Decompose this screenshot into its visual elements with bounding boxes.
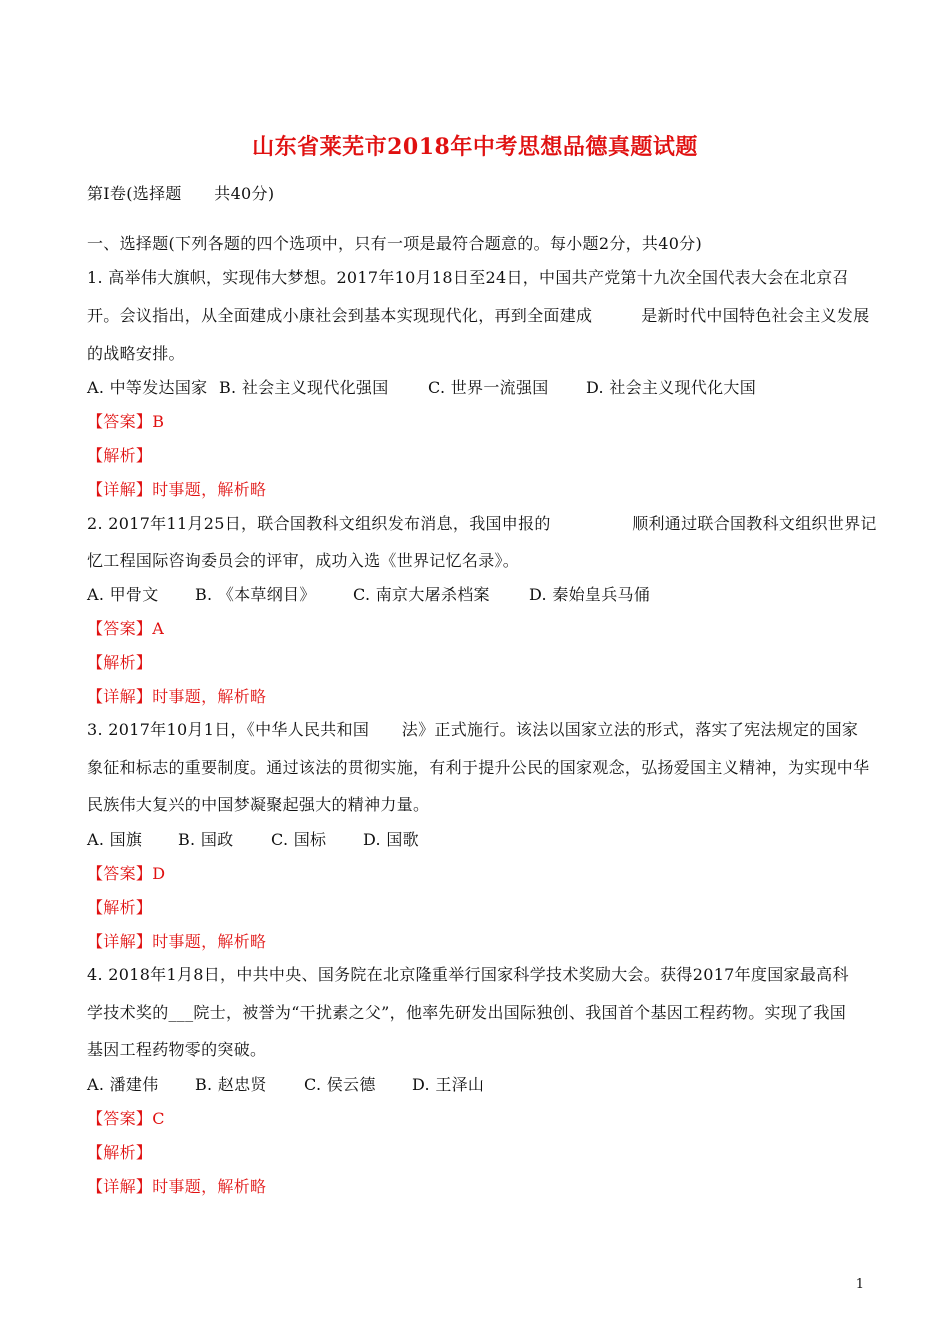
option-b: B. 社会主义现代化强国 [219,378,389,397]
option-b: B. 赵忠贤 [195,1075,267,1094]
option-a: A. 中等发达国家 [87,378,208,397]
option-d: D. 国歌 [363,830,419,849]
detail-label: 【详解】时事题，解析略 [87,687,267,706]
option-c: C. 世界一流强国 [428,378,549,397]
answer-label: 【答案】B [87,412,165,431]
question-1-line-2: 开。会议指出，从全面建成小康社会到基本实现现代化，再到全面建成 是新时代中国特色社会主义发展 [87,306,870,325]
question-3-options [87,830,877,850]
option-c: C. 国标 [271,830,327,849]
option-d: D. 秦始皇兵马俑 [529,585,651,604]
option-d: D. 社会主义现代化大国 [586,378,757,397]
option-d: D. 王泽山 [412,1075,485,1094]
question-2-options [87,585,877,605]
option-c: C. 南京大屠杀档案 [353,585,490,604]
question-3-line-2: 象征和标志的重要制度。通过该法的贯彻实施，有利于提升公民的国家观念，弘扬爱国主义精神，为实现中华 [87,758,870,777]
question-4-line-3: 基因工程药物零的突破。 [87,1040,267,1059]
analysis-label: 【解析】 [87,653,153,672]
option-c: C. 侯云德 [304,1075,376,1094]
detail-label: 【详解】时事题，解析略 [87,1177,267,1196]
detail-label: 【详解】时事题，解析略 [87,480,267,499]
analysis-label: 【解析】 [87,1143,153,1162]
instructions: 一、选择题(下列各题的四个选项中，只有一项是最符合题意的。每小题2分，共40分) [87,234,703,253]
option-a: A. 潘建伟 [87,1075,159,1094]
answer-label: 【答案】D [87,864,166,883]
question-1-options [87,378,877,398]
question-4-line-1: 4. 2018年1月8日，中共中央、国务院在北京隆重举行国家科学技术奖励大会。获得2017年度国家最高科 [87,965,849,984]
option-a: A. 甲骨文 [87,585,159,604]
question-3-line-3: 民族伟大复兴的中国梦凝聚起强大的精神力量。 [87,795,430,814]
page-number: 1 [855,1277,864,1292]
analysis-label: 【解析】 [87,898,153,917]
section-header: 第Ⅰ卷(选择题 共40分) [87,184,275,203]
question-4-line-2: 学技术奖的___院士，被誉为“干扰素之父”，他率先研发出国际独创、我国首个基因工程药物。实现了我国 [87,1003,847,1022]
analysis-label: 【解析】 [87,446,153,465]
question-1-line-3: 的战略安排。 [87,344,185,363]
question-3-line-1: 3. 2017年10月1日，《中华人民共和国 法》正式施行。该法以国家立法的形式，落实了宪法规定的国家 [87,720,859,739]
page-title: 山东省莱芜市2018年中考思想品德真题试题 [252,134,698,160]
question-1-line-1: 1. 高举伟大旗帜，实现伟大梦想。2017年10月18日至24日，中国共产党第十九次全国代表大会在北京召 [87,268,849,287]
question-2-line-2: 忆工程国际咨询委员会的评审，成功入选《世界记忆名录》。 [87,551,520,570]
detail-label: 【详解】时事题，解析略 [87,932,267,951]
question-2-line-1: 2. 2017年11月25日，联合国教科文组织发布消息，我国申报的 顺利通过联合国教科文组织世界记 [87,514,877,533]
answer-label: 【答案】A [87,619,165,638]
option-b: B. 《本草纲目》 [195,585,316,604]
option-b: B. 国政 [178,830,234,849]
question-4-options [87,1075,877,1095]
option-a: A. 国旗 [87,830,143,849]
answer-label: 【答案】C [87,1109,165,1128]
